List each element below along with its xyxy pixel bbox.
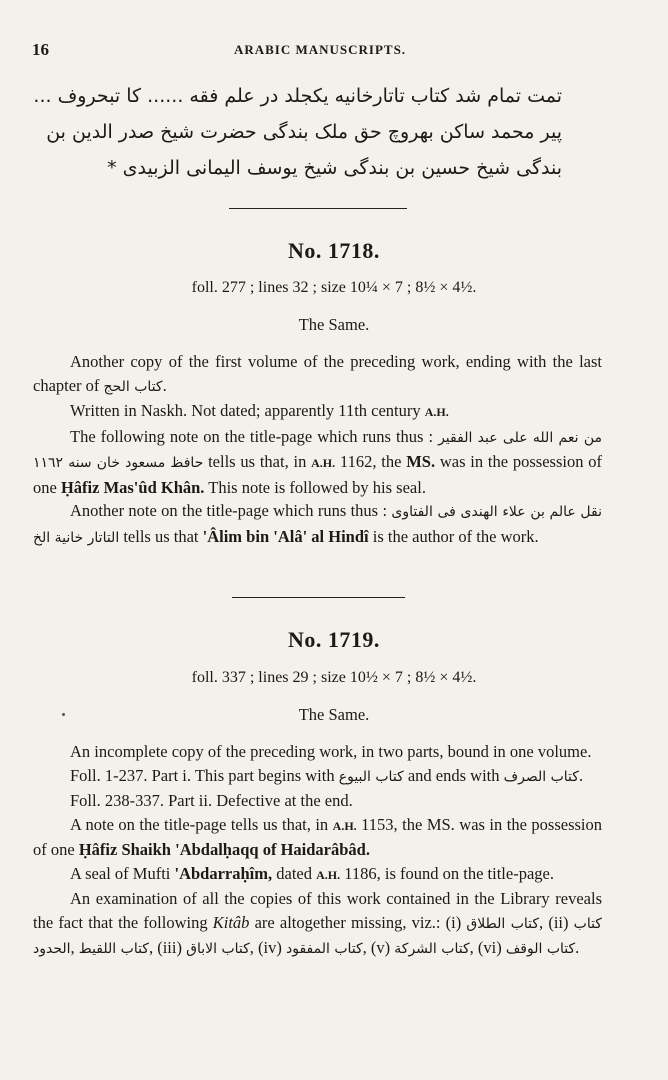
running-title: ARABIC MANUSCRIPTS.: [233, 42, 407, 57]
entry-1719-description: [33, 740, 602, 962]
entry-meta: foll. 277 ; lines 32 ; size 10¼ × 7 ; 8½ × 4½.: [191, 279, 477, 296]
arabic-phrase: کتاب الشرکة: [394, 941, 470, 957]
arabic-phrase: کتاب الوقف: [505, 941, 576, 957]
entry-1718-description: [33, 350, 602, 550]
entry-title: The Same.: [298, 705, 370, 724]
colophon-line-1: تمت تمام شد کتاب تاتارخانیه یکجلد در علم فقه ...... کا تبحروف ...: [33, 85, 562, 107]
colophon-line-2: پیر محمد ساکن بهروچ حق ملک بندگی حضرت شیخ صدر الدین بن: [46, 121, 562, 143]
arabic-phrase: کتاب الصرف: [503, 768, 579, 785]
entry-number: No. 1719.: [288, 627, 380, 652]
paragraph: An incomplete copy of the preceding work, in two parts, bound in one volume.: [70, 742, 592, 761]
arabic-phrase: کتاب الاباق: [186, 941, 250, 957]
colophon-arabic: [33, 78, 562, 186]
paragraph: The following note on the title-page which runs thus : من نعم الله علی عبد الفقیر حافظ مسعود خان سنه ١١٦٢ tells us that, in A.H. 1162, the MS. was in the possession of one Ḥâfiz Mas'ûd Khân. This note is followed by his seal.: [33, 426, 603, 497]
arabic-phrase: نقل عالم بن علاء الهندی فی الفتاوی التاتار خانیة الخ: [33, 504, 602, 546]
paragraph: Another note on the title-page which runs thus : نقل عالم بن علاء الهندی فی الفتاوی التاتار خانیة الخ tells us that 'Âlim bin 'Alâ' al Hindî is the author of the work.: [33, 501, 602, 546]
paragraph: Foll. 1-237. Part i. This part begins with کتاب البیوع and ends with کتاب الصرف.: [70, 765, 584, 785]
entry-title: The Same.: [298, 315, 370, 334]
section-divider: [229, 208, 407, 209]
colophon-line-3: بندگی شیخ حسین بن بندگی شیخ یوسف الیمانی الزبیدی *: [107, 157, 562, 179]
paragraph: An examination of all the copies of this work contained in the Library reveals the fact that the following Kitâb are altogether missing, viz.: (i) کتاب الطلاق, (ii) کتاب الحدود, کتاب اللقیط, (iii) کتاب الاباق, (iv) کتاب المفقود, (v) کتاب الشرکة, (vi) کتاب الوقف.: [33, 889, 602, 957]
entry-number: No. 1718.: [288, 238, 380, 263]
arabic-phrase: کتاب الحدود: [33, 915, 602, 957]
arabic-phrase: من نعم الله علی عبد الفقیر حافظ مسعود خان سنه ١١٦٢: [33, 429, 603, 471]
arabic-phrase: کتاب اللقیط: [78, 941, 149, 957]
arabic-phrase: کتاب الطلاق: [466, 915, 540, 932]
paragraph: A seal of Mufti 'Abdarraḥîm, dated A.H. 1186, is found on the title-page.: [70, 863, 554, 883]
paragraph: Written in Naskh. Not dated; apparently 11th century A.H.: [70, 401, 449, 420]
arabic-phrase: کتاب البیوع: [338, 768, 404, 785]
paragraph: Another copy of the first volume of the preceding work, ending with the last chapter of کتاب الحج.: [33, 352, 602, 395]
arabic-phrase: کتاب الحج: [103, 378, 163, 395]
paragraph: Foll. 238-337. Part ii. Defective at the end.: [70, 791, 353, 810]
page-number: 16: [32, 40, 49, 59]
entry-meta: foll. 337 ; lines 29 ; size 10½ × 7 ; 8½ × 4½.: [191, 669, 477, 686]
section-divider: [232, 597, 405, 598]
arabic-phrase: کتاب المفقود: [285, 941, 363, 957]
page-header: [32, 40, 608, 62]
paragraph: A note on the title-page tells us that, in A.H. 1153, the MS. was in the possession of one Ḥâfiz Shaikh 'Abdalḥaqq of Haidarâbâd.: [33, 814, 602, 859]
